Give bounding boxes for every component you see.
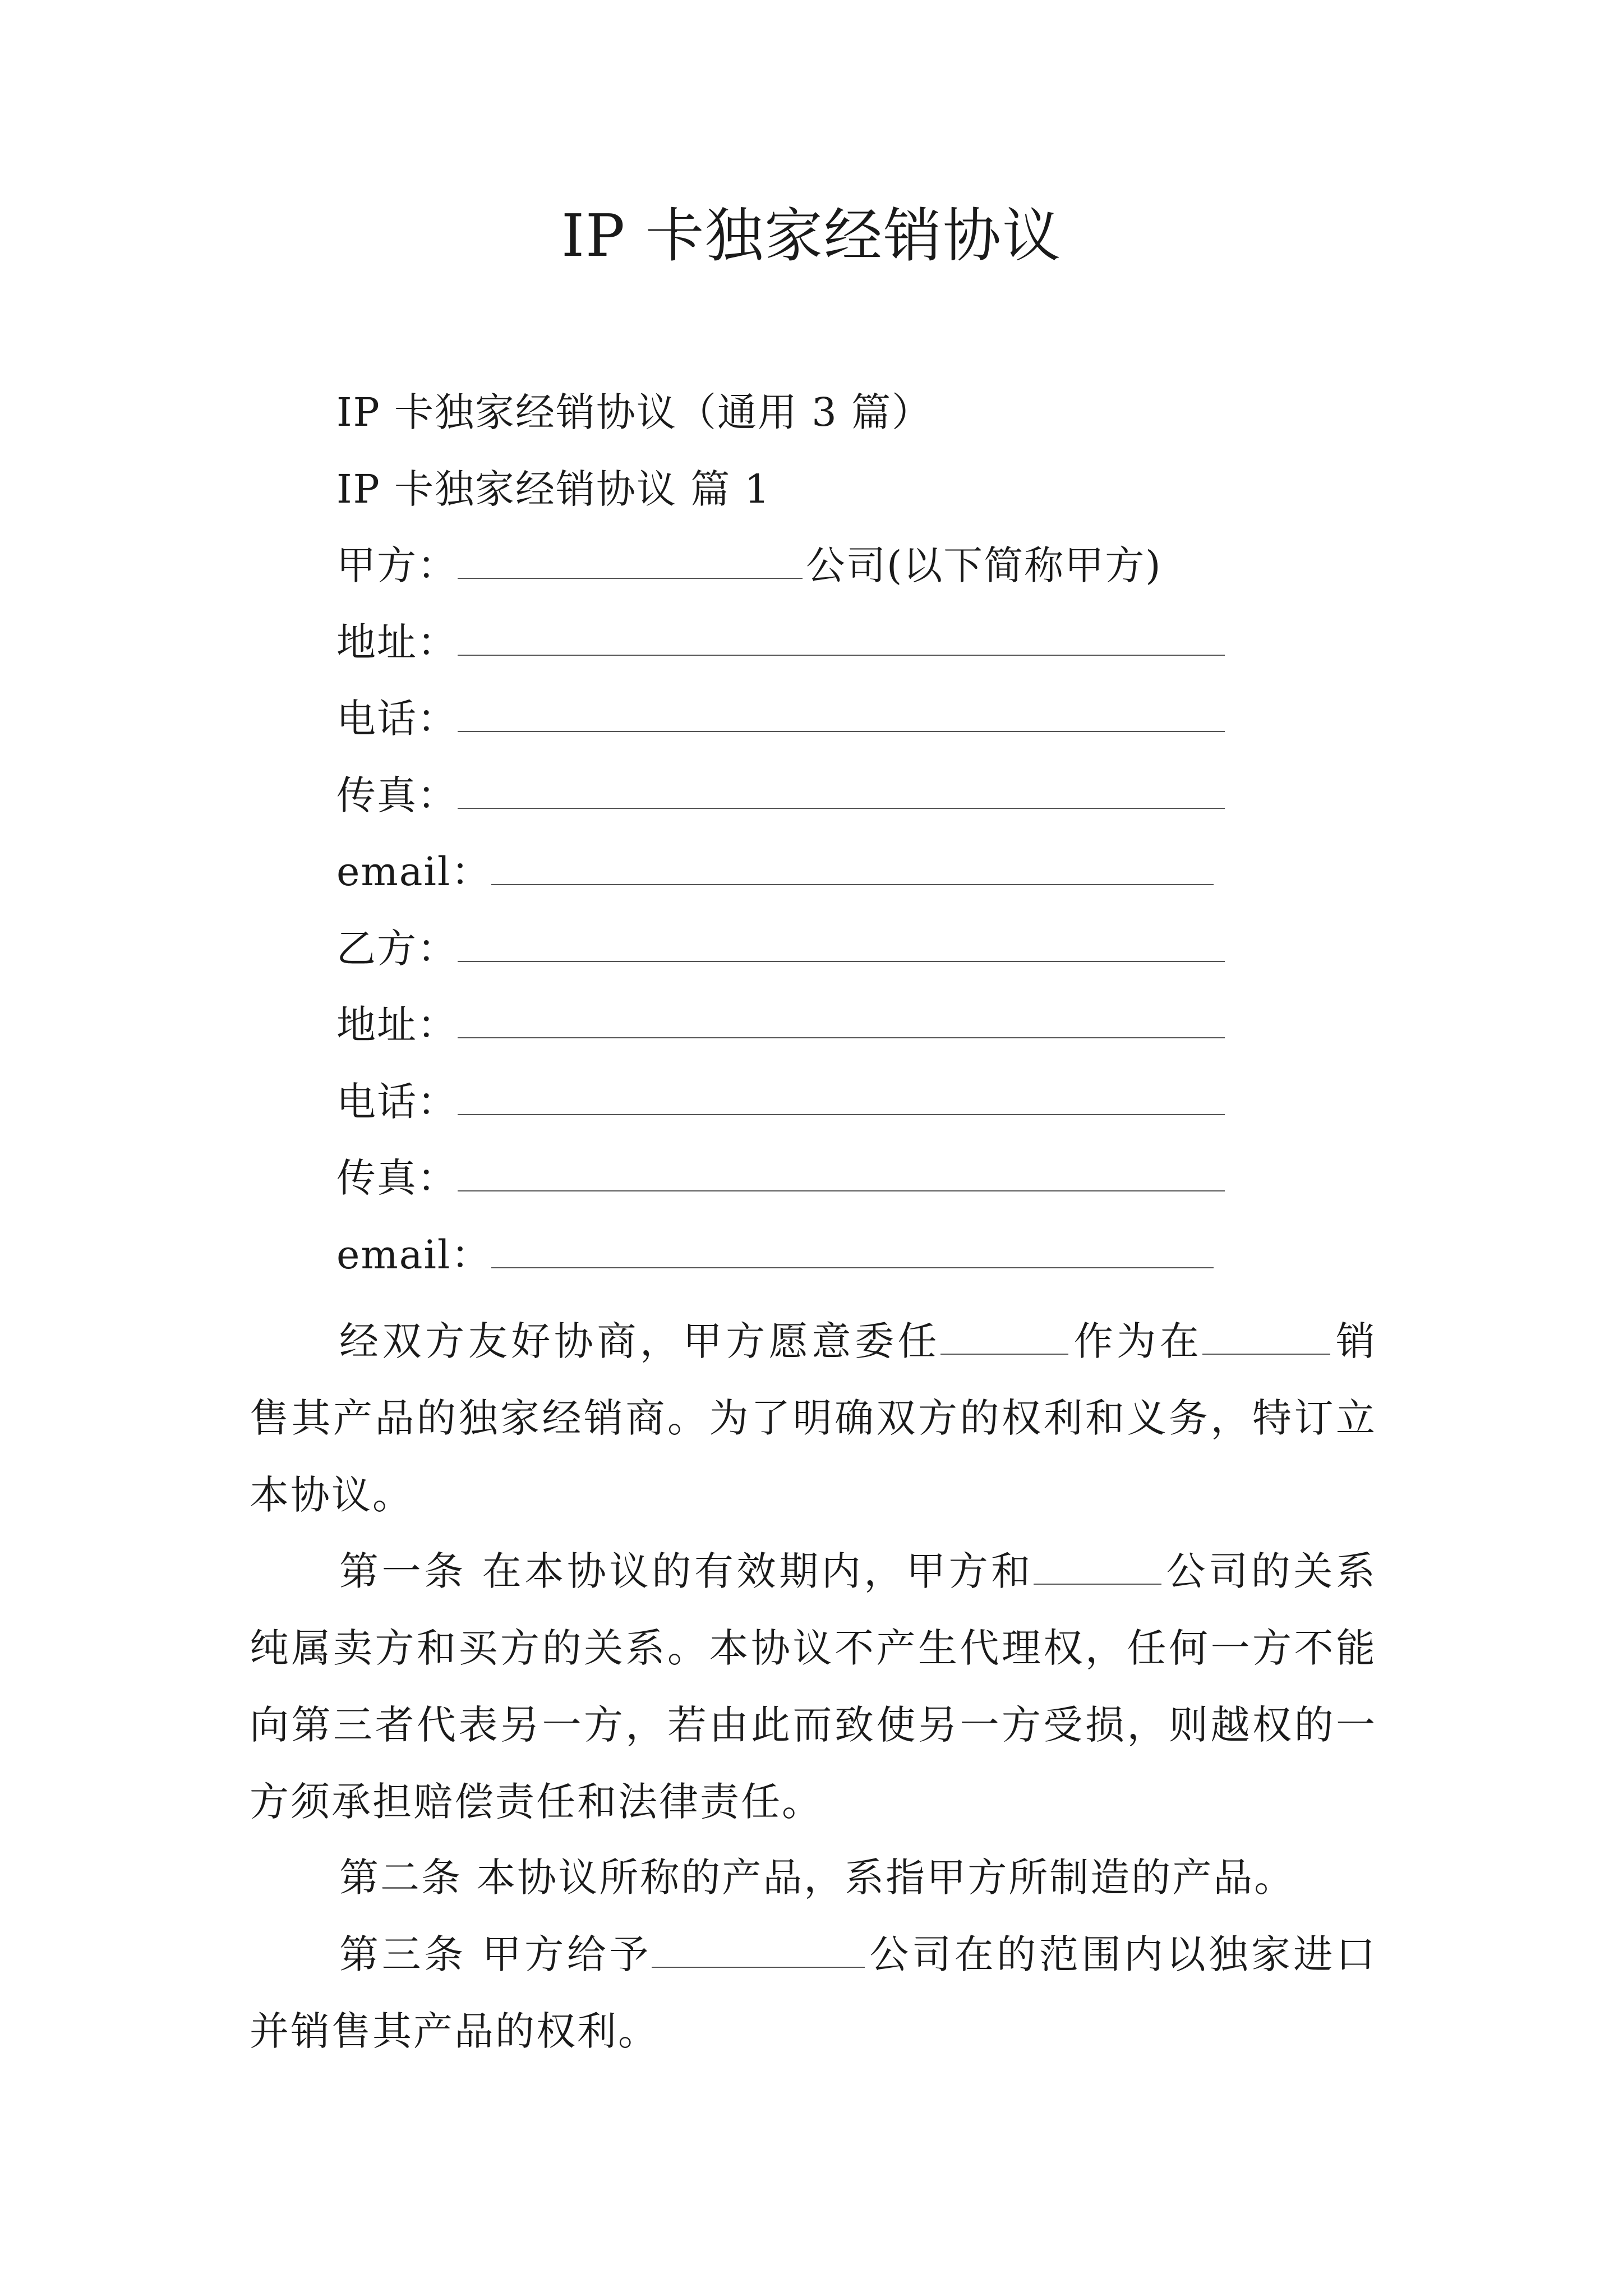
party-b-fax-field[interactable]	[458, 1151, 1225, 1191]
preamble-part1: 经双方友好协商，甲方愿意委任	[339, 1318, 941, 1364]
party-b-address-label: 地址：	[336, 1002, 458, 1048]
party-b-address-field[interactable]	[458, 998, 1225, 1038]
article-2-paragraph	[250, 1839, 1377, 1916]
party-b-email-field[interactable]	[491, 1228, 1214, 1268]
party-b-fax-line	[336, 1150, 1228, 1206]
party-a-fax-label: 传真：	[336, 772, 458, 818]
party-a-address-label: 地址：	[336, 619, 458, 665]
party-b-phone-field[interactable]	[458, 1075, 1225, 1115]
party-b-phone-label: 电话：	[336, 1079, 458, 1125]
party-b-line	[336, 921, 1228, 977]
preamble-territory-field[interactable]	[1202, 1319, 1330, 1355]
party-a-phone-label: 电话：	[336, 696, 458, 742]
party-a-email-field[interactable]	[491, 845, 1214, 885]
article-3-paragraph	[250, 1916, 1377, 2070]
party-a-label: 甲方：	[336, 542, 458, 588]
party-b-email-label: email：	[336, 1232, 492, 1278]
article-3-part1: 第三条 甲方给予	[339, 1931, 652, 1977]
document-title: IP 卡独家经销协议	[561, 201, 1062, 270]
party-b-fax-label: 传真：	[336, 1155, 458, 1201]
party-a-address-line	[336, 614, 1228, 670]
article-1-part1: 第一条 在本协议的有效期内，甲方和	[339, 1548, 1034, 1594]
article-3-part2: 公司在的范围内以独家进口并销售其产品的权利。	[250, 1931, 1377, 2054]
preamble-paragraph	[250, 1303, 1377, 1534]
party-a-suffix: 公司(以下简称甲方)	[806, 542, 1162, 588]
party-a-fax-field[interactable]	[458, 769, 1225, 809]
article-3-company-field[interactable]	[652, 1932, 865, 1968]
party-a-address-field[interactable]	[458, 615, 1225, 656]
party-b-phone-line	[336, 1074, 1228, 1130]
preamble-part2: 作为在	[1072, 1318, 1203, 1364]
article-1-part2: 公司的关系纯属卖方和买方的关系。本协议不产生代理权，任何一方不能向第三者代表另一方，若由此而致使另一方受损，则越权的一方须承担赔偿责任和法律责任。	[250, 1548, 1377, 1825]
preamble-appointee-field[interactable]	[940, 1319, 1068, 1355]
document-subtitle: IP 卡独家经销协议（通用 3 篇）	[336, 389, 933, 435]
section-heading: IP 卡独家经销协议 篇 1	[336, 466, 771, 512]
article-2-text: 第二条 本协议所称的产品，系指甲方所制造的产品。	[339, 1855, 1295, 1901]
party-b-name-field[interactable]	[458, 922, 1225, 962]
party-a-email-label: email：	[336, 849, 492, 895]
party-b-email-line	[336, 1227, 1217, 1283]
party-a-phone-field[interactable]	[458, 692, 1225, 732]
party-a-phone-line	[336, 691, 1228, 747]
party-a-email-line	[336, 844, 1217, 900]
article-1-company-field[interactable]	[1034, 1549, 1161, 1585]
preamble-part3: 销售其产品的独家经销商。为了明确双方的权利和义务，特订立本协议。	[250, 1318, 1377, 1518]
article-1-paragraph	[250, 1533, 1377, 1841]
party-a-fax-line	[336, 767, 1228, 823]
party-a-line	[336, 537, 1162, 593]
party-b-address-line	[336, 997, 1228, 1053]
party-b-label: 乙方：	[336, 926, 458, 972]
party-a-name-field[interactable]	[458, 539, 803, 579]
